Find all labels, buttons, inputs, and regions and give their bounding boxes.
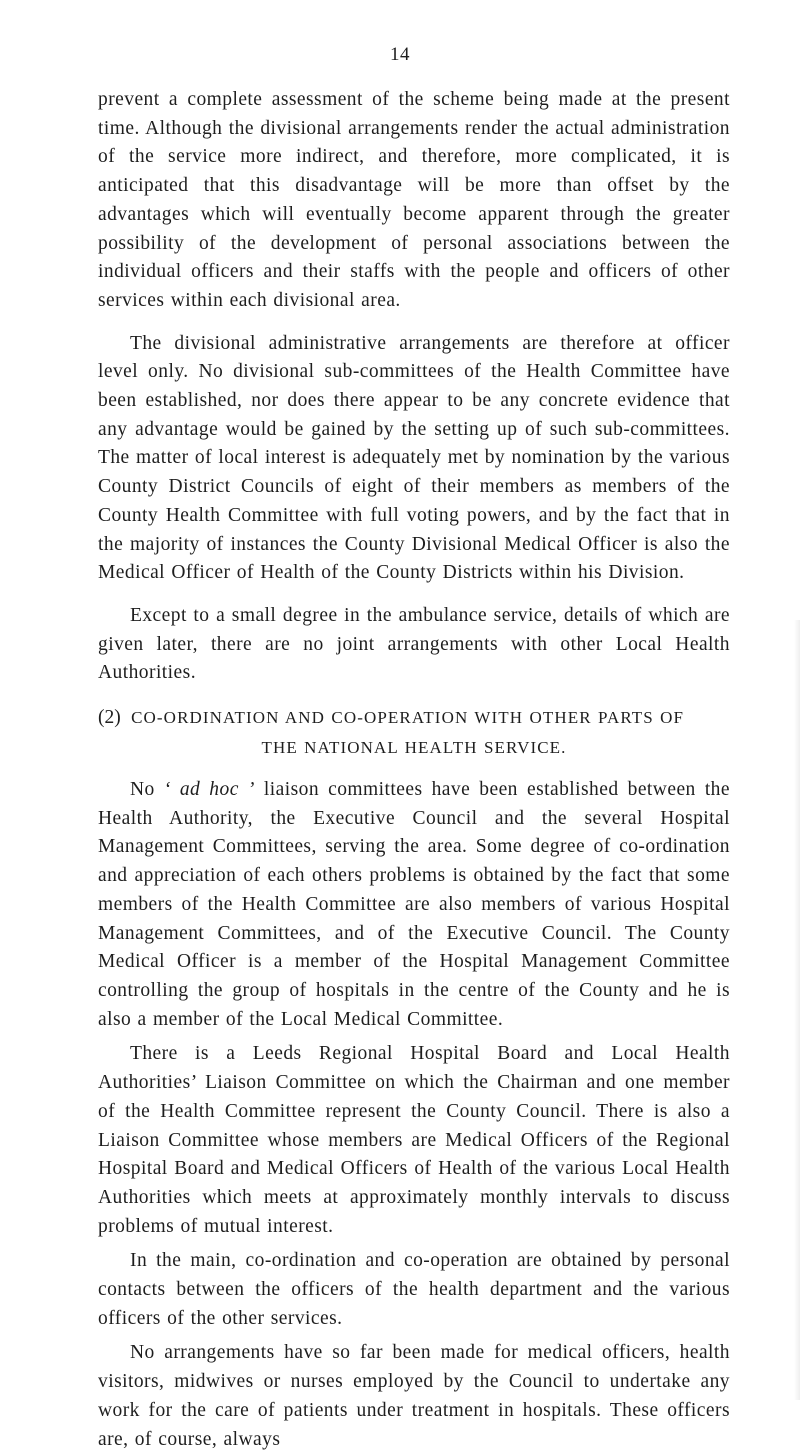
- paragraph-arrangements: No arrangements have so far been made for medical officers, health visitors, midwives or nurses employed by the Council to undertake any work for the care of patients under treatment in hospitals. These officers are, of course, always: [98, 1342, 730, 1450]
- section-heading: [98, 703, 730, 763]
- paragraph-liaison-rest: liaison committees have been established between the Health Authority, the Executive Council and the several Hospital Management Committees, serving the area. Some degree of co-ordination and appreciation of each others problems is obtained by the fact that some members of the Health Committee are also members of various Hospital Management Committees, and of the Executive Council. The County Medical Officer is a member of the Hospital Management Committee controlling the group of hospitals in the centre of the County and he is also a member of the Local Medical Committee.: [98, 779, 730, 1030]
- section-heading-line-2: THE NATIONAL HEALTH SERVICE.: [261, 738, 567, 758]
- page-edge-shadow: [794, 620, 800, 1400]
- paragraph-continuation: prevent a complete assessment of the scheme being made at the present time. Although the divisional arrangements render the actual administration of the service more indirect, and therefore, more complicated, it is anticipated that this disadvantage will be more than offset by the advantages which will eventually become apparent through the greater possibility of the development of personal associations between the individual officers and their staffs with the people and officers of other services within each divisional area.: [98, 89, 730, 311]
- paragraph-liaison-prefix: No: [130, 779, 155, 801]
- paragraph-regional-board: There is a Leeds Regional Hospital Board and Local Health Authorities’ Liaison Committee on which the Chairman and one member of the Health Committee represent the County Council. There is also a Liaison Committee whose members are Medical Officers of the Regional Hospital Board and Medical Officers of Health of the various Local Health Authorities which meets at approximately monthly intervals to discuss problems of mutual interest.: [98, 1043, 730, 1237]
- paragraph-coordination: In the main, co-ordination and co-operation are obtained by personal contacts between the officers of the health department and the various officers of the other services.: [98, 1250, 730, 1329]
- ad-hoc-phrase: ‘ ad hoc ’: [163, 779, 255, 801]
- section-heading-line-1: CO-ORDINATION AND CO-OPERATION WITH OTHER PARTS OF: [131, 708, 685, 728]
- paragraph-liaison-committees: [98, 776, 730, 1034]
- section-number: (2): [98, 707, 121, 729]
- page-number: 14: [390, 44, 410, 65]
- paragraph-joint-arrangements: Except to a small degree in the ambulance service, details of which are given later, there are no joint arrangements with other Local Health Authorities.: [98, 604, 730, 684]
- paragraph-divisional-arrangements: The divisional administrative arrangements are therefore at officer level only. No divisional sub-committees of the Health Committee have been established, nor does there appear to be any concrete evidence that any advantage would be gained by the setting up of such sub-committees. The matter of local interest is adequately met by nomination by the various County District Councils of eight of their members as members of the County Health Committee with full voting powers, and by the fact that in the majority of instances the County Divisional Medical Officer is also the Medical Officer of Health of the County Districts within his Division.: [98, 332, 730, 584]
- body-text: [98, 86, 730, 1454]
